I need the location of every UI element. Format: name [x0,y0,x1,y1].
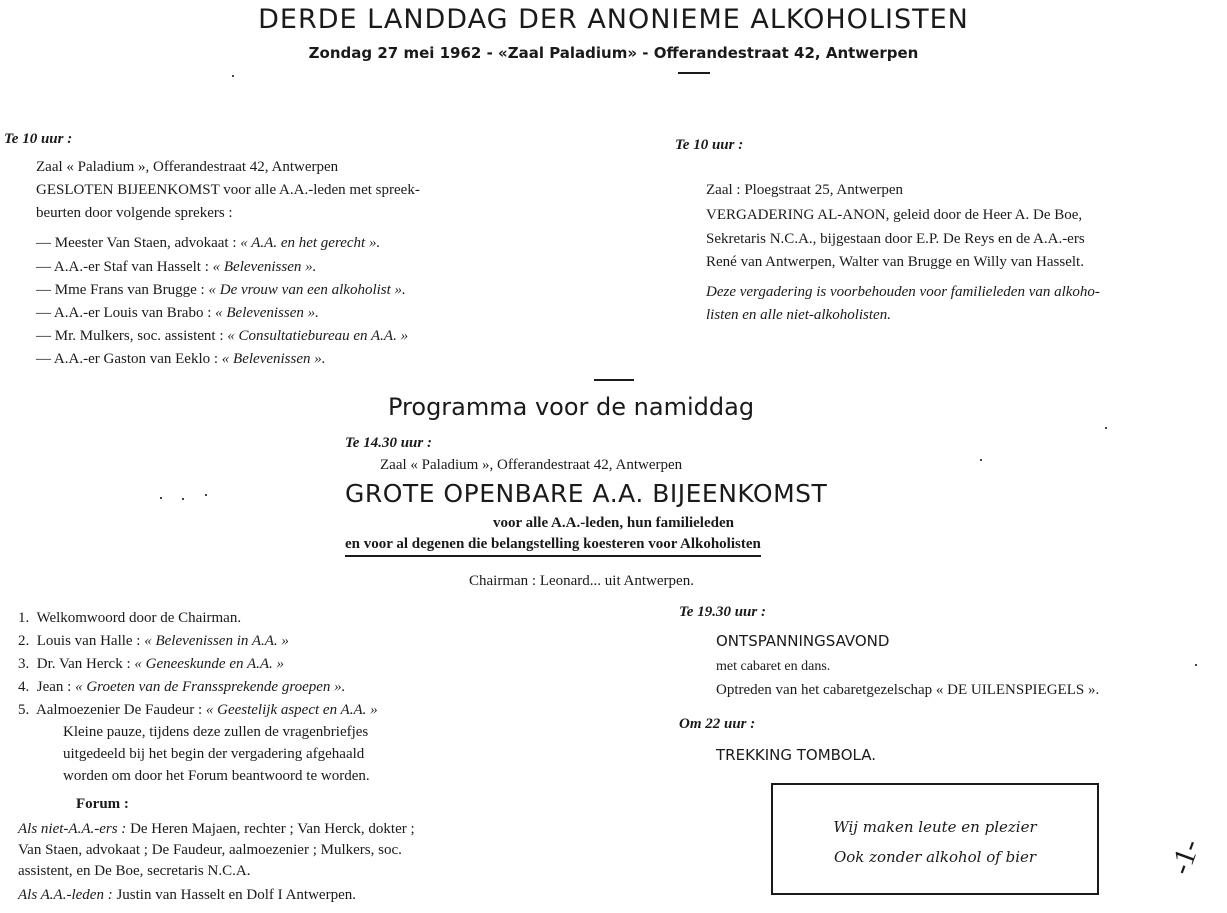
evening-time: Te 19.30 uur : [679,604,766,620]
program-item [18,610,241,627]
program-item-number: 1. [18,610,30,626]
afternoon-title: GROTE OPENBARE A.A. BIJEENKOMST [345,479,828,508]
speaker-line [36,305,319,322]
morning-right-line-2: Sekretaris N.C.A., bijgestaan door E.P. De Reys en de A.A.-ers [706,231,1085,247]
morning-right-note-1: Deze vergadering is voorbehouden voor familieleden van alkoho- [706,284,1100,300]
afternoon-sub-2 [345,536,761,553]
scan-speck [232,75,234,77]
morning-right-venue: Zaal : Ploegstraat 25, Antwerpen [706,182,904,198]
program-item-number: 2. [18,633,30,649]
speaker-name: — A.A.-er Staf van Hasselt : [36,259,213,275]
scan-speck [205,494,207,496]
program-item-text: Aalmoezenier De Faudeur : [35,702,206,718]
speaker-topic: « De vrouw van een alkoholist ». [208,282,406,298]
forum-aa-label: Als A.A.-leden : [18,887,117,903]
tombola-text: TREKKING TOMBOLA. [716,746,876,764]
document-subtitle: Zondag 27 mei 1962 - «Zaal Paladium» - Offerandestraat 42, Antwerpen [308,44,919,62]
pause-line-3: worden om door het Forum beantwoord te worden. [63,768,370,784]
program-item [18,656,284,673]
speaker-line [36,328,408,345]
speaker-topic: « A.A. en het gerecht ». [240,235,381,251]
program-item-text: Jean : [36,679,76,695]
section-divider [594,379,634,381]
morning-right-note-2: listen en alle niet-alkoholisten. [706,307,891,323]
speaker-topic: « Belevenissen ». [215,305,319,321]
speaker-line [36,282,406,299]
program-item-number: 5. [18,702,30,718]
program-item-text: Louis van Halle : [36,633,145,649]
evening-title: ONTSPANNINGSAVOND [716,632,890,650]
program-item [18,702,378,719]
program-item-number: 3. [18,656,30,672]
document-title: DERDE LANDDAG DER ANONIEME ALKOHOLISTEN [258,4,969,35]
morning-left-venue: Zaal « Paladium », Offerandestraat 42, Antwerpen [36,159,339,175]
pause-line-1: Kleine pauze, tijdens deze zullen de vragenbriefjes [63,724,369,740]
program-item-topic: « Geestelijk aspect en A.A. » [205,702,378,718]
speaker-line [36,259,316,276]
slogan-line-2: Ook zonder alkohol of bier [833,848,1037,866]
forum-non-aa-3: assistent, en De Boe, secretaris N.C.A. [18,863,251,879]
speaker-topic: « Belevenissen ». [221,351,326,367]
forum-aa-line [18,887,356,904]
evening-sub: met cabaret en dans. [716,659,831,674]
speaker-topic: « Belevenissen ». [212,259,317,275]
program-item-number: 4. [18,679,30,695]
speaker-name: — Mr. Mulkers, soc. assistent : [36,328,228,344]
tombola-time: Om 22 uur : [679,716,756,732]
program-item-topic: « Groeten van de Franssprekende groepen ». [75,679,346,695]
program-item-topic: « Belevenissen in A.A. » [144,633,289,649]
afternoon-heading: Programma voor de namiddag [388,393,755,421]
morning-right-line-3: René van Antwerpen, Walter van Brugge en Willy van Hasselt. [706,254,1084,270]
program-item-text: Welkomwoord door de Chairman. [36,610,242,626]
scan-speck [1105,427,1107,429]
morning-left-intro-2: beurten door volgende sprekers : [36,205,233,221]
program-item-text: Dr. Van Herck : [36,656,135,672]
chairman: Chairman : Leonard... uit Antwerpen. [469,573,694,589]
morning-left-time: Te 10 uur : [4,131,73,147]
scan-speck [980,459,982,461]
afternoon-sub-1: voor alle A.A.-leden, hun familieleden [493,515,734,531]
page-number: -1- [1163,834,1207,879]
forum-non-aa-text: De Heren Majaen, rechter ; Van Herck, dokter ; [130,821,415,837]
speaker-name: — A.A.-er Louis van Brabo : [36,305,216,321]
program-item [18,633,289,650]
speaker-name: — A.A.-er Gaston van Eeklo : [36,351,222,367]
evening-performance: Optreden van het cabaretgezelschap « DE UILENSPIEGELS ». [716,682,1100,698]
forum-aa-text: Justin van Hasselt en Dolf I Antwerpen. [116,887,356,903]
forum-non-aa-1 [18,821,415,838]
forum-label: Forum : [76,796,129,812]
forum-non-aa-label: Als niet-A.A.-ers : [18,821,131,837]
afternoon-sub-2-text: en voor al degenen die belangstelling koesteren voor Alkoholisten [345,536,761,557]
speaker-name: — Meester Van Staen, advokaat : [36,235,241,251]
speaker-topic: « Consultatiebureau en A.A. » [227,328,409,344]
speaker-line [36,235,380,252]
pause-line-2: uitgedeeld bij het begin der vergadering afgehaald [63,746,365,762]
forum-non-aa-2: Van Staen, advokaat ; De Faudeur, aalmoezenier ; Mulkers, soc. [18,842,402,858]
afternoon-venue: Zaal « Paladium », Offerandestraat 42, Antwerpen [380,457,683,473]
speaker-name: — Mme Frans van Brugge : [36,282,209,298]
speaker-line [36,351,326,368]
program-item [18,679,345,696]
scan-speck [160,497,162,499]
morning-left-intro-1: GESLOTEN BIJEENKOMST voor alle A.A.-leden met spreek- [36,182,420,198]
slogan-line-1: Wij maken leute en plezier [833,818,1037,836]
header-divider [678,72,710,74]
morning-right-line-1: VERGADERING AL-ANON, geleid door de Heer A. De Boe, [706,207,1083,223]
afternoon-time: Te 14.30 uur : [345,435,432,451]
slogan-box [771,783,1099,895]
program-item-topic: « Geneeskunde en A.A. » [134,656,285,672]
scan-speck [1195,664,1197,666]
morning-right-time: Te 10 uur : [675,137,744,153]
scan-speck [182,498,184,500]
